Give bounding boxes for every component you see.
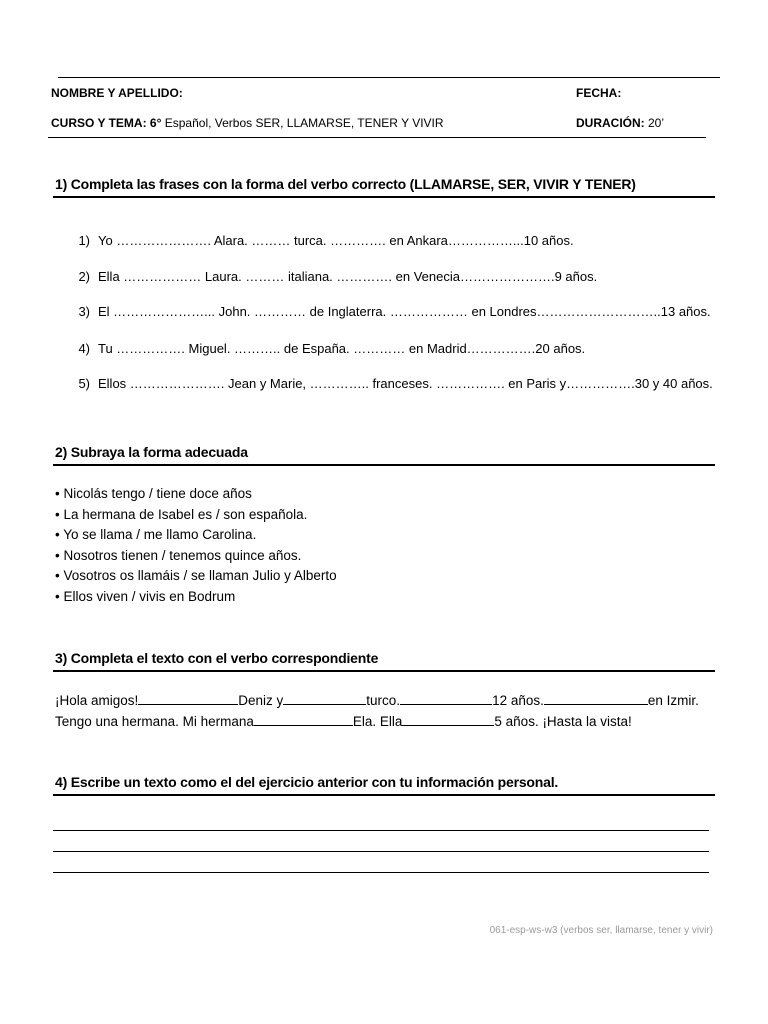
section2-item-6: • Ellos viven / vivis en Bodrum — [55, 589, 236, 604]
section1-item-5: 5) Ellos …………………. Jean y Marie, ………….. franceses. ……………. en Paris y…………….30 y 40 años. — [78, 376, 713, 391]
header-bottom-rule — [48, 137, 706, 138]
writing-line-1[interactable] — [53, 830, 709, 831]
section2-item-4: • Nosotros tienen / tenemos quince años. — [55, 548, 302, 563]
section1-item-3: 3) El …………………... John. ………… de Inglaterra. ……………… en Londres………………………..13 años. — [78, 304, 711, 319]
section4-rule — [53, 794, 715, 796]
section2-item-1: • Nicolás tengo / tiene doce años — [55, 486, 252, 501]
section3-rule — [53, 670, 715, 672]
section1-title: 1) Completa las frases con la forma del verbo correcto (LLAMARSE, SER, VIVIR Y TENER) — [55, 176, 636, 192]
duration-value: 20’ — [644, 116, 665, 130]
footer-code: 061-esp-ws-w3 (verbos ser, llamarse, tener y vivir) — [489, 925, 713, 936]
duration-label: DURACIÓN: — [576, 116, 645, 130]
section2-item-3: • Yo se llama / me llamo Carolina. — [55, 527, 257, 542]
section1-rule — [53, 196, 715, 198]
fill-blank[interactable] — [138, 692, 238, 705]
section1-item-1: 1) Yo …………………. Alara. ……… turca. …………. en Ankara……………...10 años. — [78, 233, 574, 248]
section3-line-1: ¡Hola amigos! Deniz y turco. 12 años. en Izmir. — [55, 693, 699, 708]
fill-blank[interactable] — [544, 692, 648, 705]
section2-item-5: • Vosotros os llamáis / se llaman Julio y Alberto — [55, 568, 337, 583]
writing-line-3[interactable] — [53, 872, 709, 873]
section1-item-4: 4) Tu ……………. Miguel. ……….. de España. ………… en Madrid…………….20 años. — [78, 341, 586, 356]
fill-blank[interactable] — [283, 692, 366, 705]
section3-line-2: Tengo una hermana. Mi hermana Ela. Ella 5 años. ¡Hasta la vista! — [55, 714, 632, 729]
date-label: FECHA: — [576, 86, 622, 100]
course-label: CURSO Y TEMA: — [51, 116, 147, 130]
course-grade: 6° — [149, 116, 162, 130]
section3-title: 3) Completa el texto con el verbo correspondiente — [55, 650, 379, 666]
header-top-rule — [58, 77, 720, 78]
fill-blank[interactable] — [402, 713, 494, 726]
course-value: Español, Verbos SER, LLAMARSE, TENER Y VIVIR — [161, 116, 444, 130]
section2-rule — [53, 464, 715, 466]
name-label: NOMBRE Y APELLIDO: — [51, 86, 183, 100]
section1-item-2: 2) Ella ……………… Laura. ……… italiana. …………. en Venecia………………….9 años. — [78, 269, 598, 284]
section2-item-2: • La hermana de Isabel es / son española. — [55, 507, 308, 522]
section2-title: 2) Subraya la forma adecuada — [55, 444, 248, 460]
duration-line — [576, 116, 664, 130]
section4-title: 4) Escribe un texto como el del ejercicio anterior con tu información personal. — [55, 774, 559, 790]
writing-line-2[interactable] — [53, 851, 709, 852]
fill-blank[interactable] — [254, 713, 353, 726]
fill-blank[interactable] — [400, 692, 492, 705]
course-line — [51, 116, 444, 130]
